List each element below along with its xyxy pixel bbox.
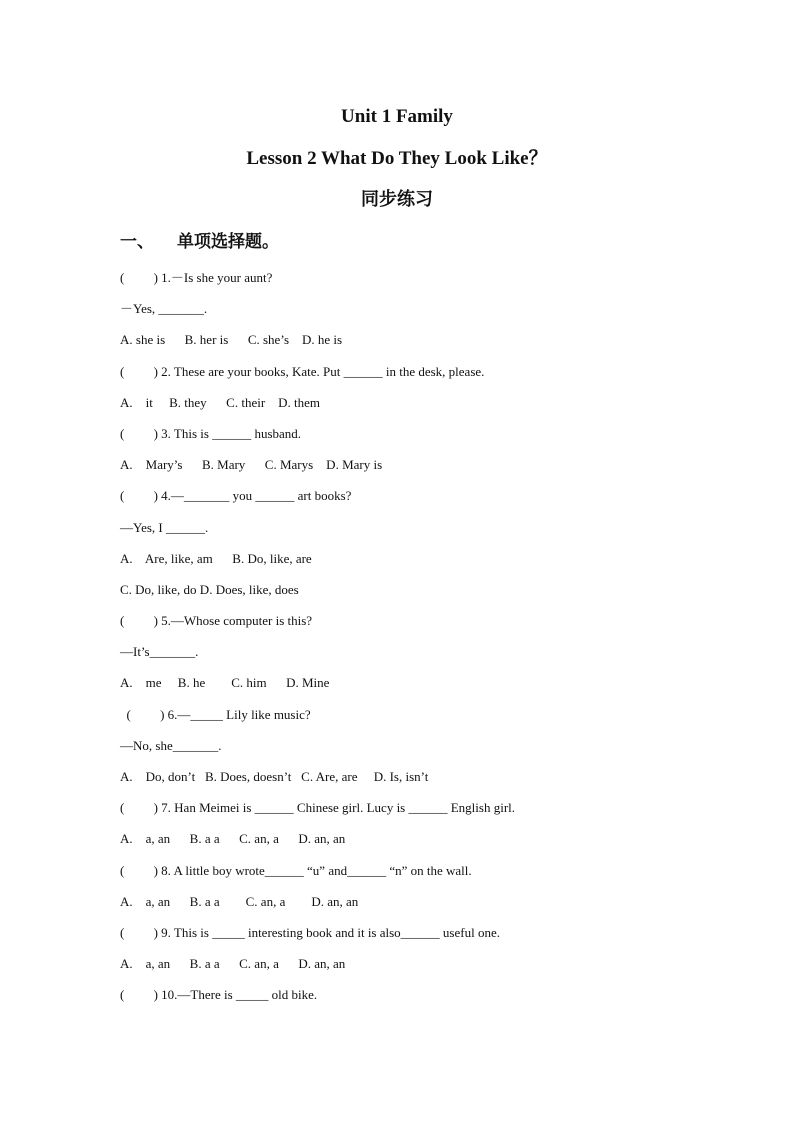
- options-line: A. Mary’s B. Mary C. Marys D. Mary is: [120, 457, 383, 473]
- answer-line: －Yes, _______.: [120, 301, 208, 317]
- lesson-title: Lesson 2 What Do They Look Like？: [246, 148, 548, 169]
- options-line: A. a, an B. a a C. an, a D. an, an: [120, 956, 346, 972]
- question-line: ( ) 2. These are your books, Kate. Put ______ in the desk, please.: [120, 363, 485, 379]
- section-heading: [120, 230, 279, 254]
- section-number: 一、: [120, 232, 154, 252]
- question-line: ( ) 9. This is _____ interesting book and it is also______ useful one.: [120, 924, 500, 940]
- options-line: A. it B. they C. their D. them: [120, 394, 321, 410]
- question-list: [120, 266, 720, 1015]
- options-line: A. a, an B. a a C. an, a D. an, an: [120, 893, 359, 909]
- question-line: ( ) 1.－Is she your aunt?: [120, 270, 273, 285]
- question-line: ( ) 10.—There is _____ old bike.: [120, 987, 318, 1003]
- question-line: ( ) 3. This is ______ husband.: [120, 425, 302, 441]
- question-line: ( ) 5.—Whose computer is this?: [120, 613, 313, 629]
- options-line: A. me B. he C. him D. Mine: [120, 675, 330, 691]
- answer-line: —It’s_______.: [120, 644, 199, 660]
- answer-line: —Yes, I ______.: [120, 519, 209, 535]
- options-line: C. Do, like, do D. Does, like, does: [120, 581, 299, 597]
- options-line: A. Do, don’t B. Does, doesn’t C. Are, are D. Is, isn’t: [120, 769, 429, 784]
- worksheet-subtitle: 同步练习: [361, 189, 433, 210]
- answer-line: —No, she_______.: [120, 737, 222, 753]
- options-line: A. Are, like, am B. Do, like, are: [120, 550, 312, 566]
- question-line: ( ) 8. A little boy wrote______ “u” and______ “n” on the wall.: [120, 862, 472, 878]
- options-line: A. she is B. her is C. she’s D. he is: [120, 332, 343, 348]
- unit-title: Unit 1 Family: [341, 106, 453, 127]
- question-line: ( ) 6.—_____ Lily like music?: [120, 706, 311, 722]
- options-line: A. a, an B. a a C. an, a D. an, an: [120, 831, 346, 847]
- question-line: ( ) 7. Han Meimei is ______ Chinese girl. Lucy is ______ English girl.: [120, 800, 516, 816]
- question-line: ( ) 4.—_______ you ______ art books?: [120, 488, 352, 504]
- section-title: 单项选择题。: [177, 232, 279, 252]
